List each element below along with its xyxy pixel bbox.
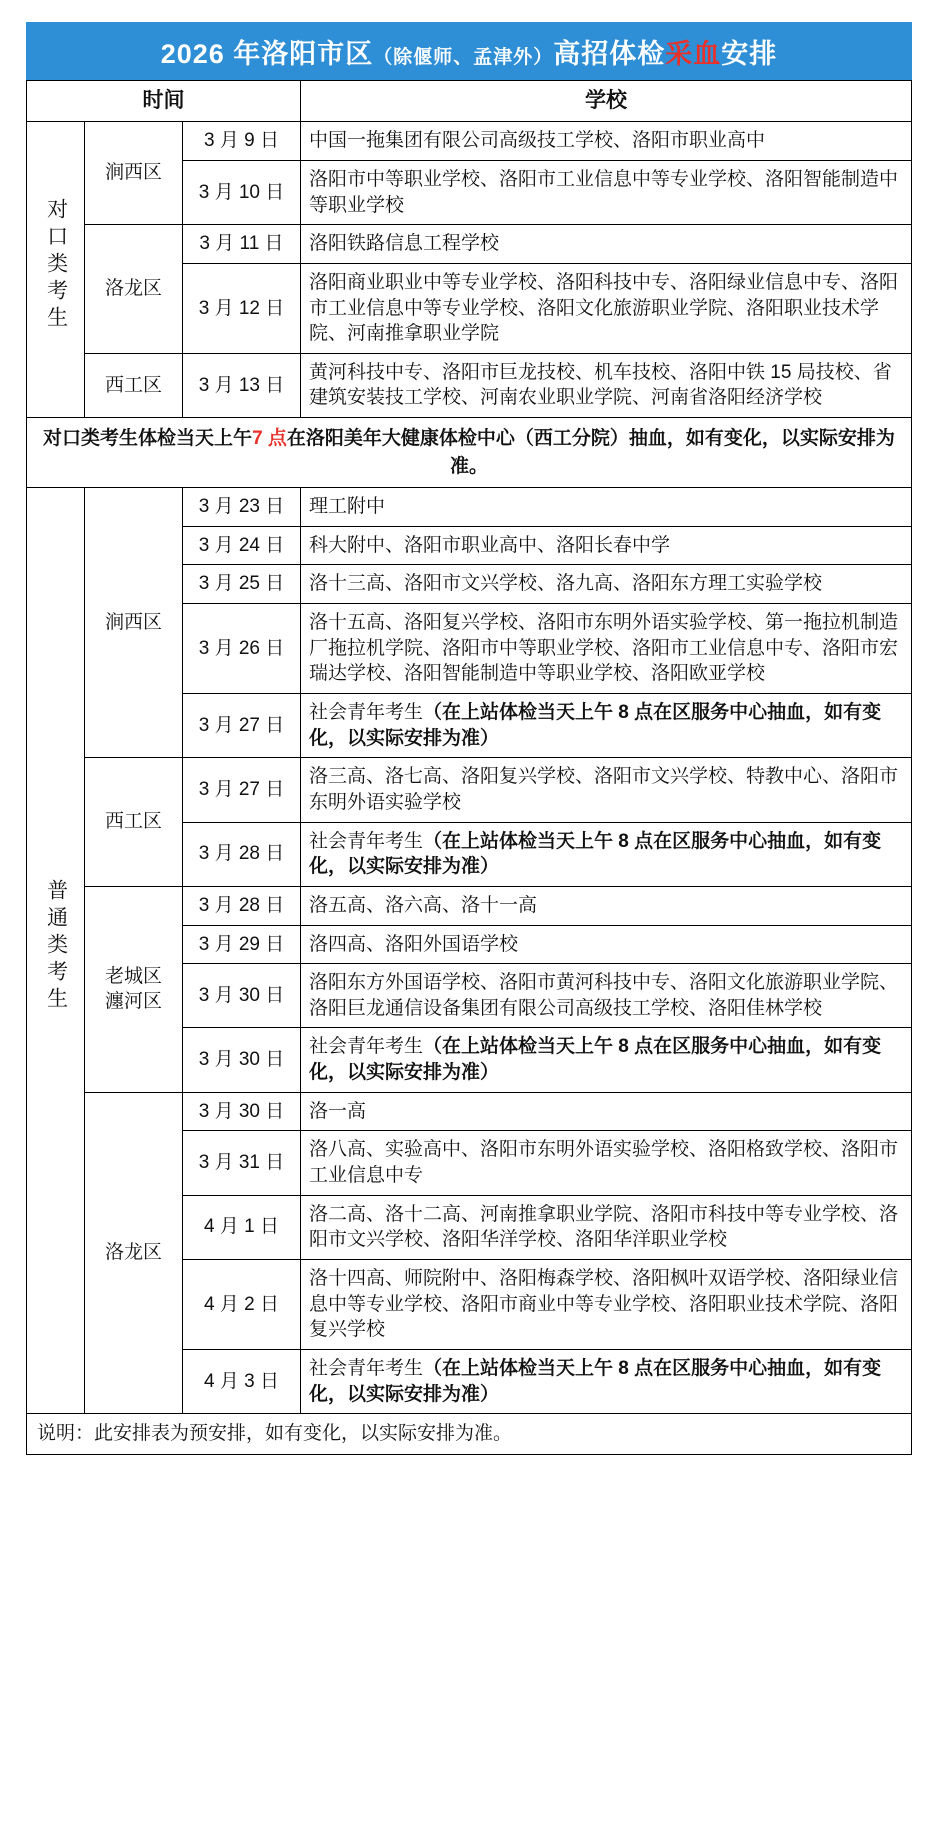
school-cell: 中国一拖集团有限公司高级技工学校、洛阳市职业高中 xyxy=(301,122,912,161)
duikou-note-post: 在洛阳美年大健康体检中心（西工分院）抽血，如有变化，以实际安排为准。 xyxy=(286,428,895,477)
date-cell: 3 月 23 日 xyxy=(183,488,301,527)
district-cell xyxy=(85,886,183,1092)
date-cell: 3 月 11 日 xyxy=(183,225,301,264)
date-cell: 3 月 10 日 xyxy=(183,160,301,224)
date-cell: 4 月 2 日 xyxy=(183,1259,301,1349)
school-cell: 洛十五高、洛阳复兴学校、洛阳市东明外语实验学校、第一拖拉机制造厂拖拉机学院、洛阳市中等职业学校、洛阳市工业信息中专、洛阳市宏瑞达学校、洛阳智能制造中等职业学校、洛阳欧亚学校 xyxy=(301,604,912,694)
date-cell: 3 月 27 日 xyxy=(183,758,301,822)
date-cell: 3 月 30 日 xyxy=(183,964,301,1028)
date-cell: 3 月 26 日 xyxy=(183,604,301,694)
duikou-note-pre: 对口类考生体检当天上午 xyxy=(43,428,253,450)
school-cell: 洛五高、洛六高、洛十一高 xyxy=(301,886,912,925)
title-paren: （除偃师、孟津外） xyxy=(373,46,554,68)
district-cell: 洛龙区 xyxy=(85,225,183,354)
school-text: 社会青年考生 xyxy=(309,702,424,724)
school-cell: 理工附中 xyxy=(301,488,912,527)
date-cell: 3 月 28 日 xyxy=(183,886,301,925)
date-cell: 3 月 29 日 xyxy=(183,925,301,964)
school-cell: 洛阳铁路信息工程学校 xyxy=(301,225,912,264)
table-row xyxy=(27,758,912,822)
district-cell: 西工区 xyxy=(85,353,183,417)
school-cell: 洛阳商业职业中等专业学校、洛阳科技中专、洛阳绿业信息中专、洛阳市工业信息中等专业学校、洛阳文化旅游职业学院、洛阳职业技术学院、河南推拿职业学院 xyxy=(301,263,912,353)
title-suffix: 安排 xyxy=(721,38,778,69)
date-cell: 3 月 31 日 xyxy=(183,1131,301,1195)
district-line-2: 瀍河区 xyxy=(104,991,162,1013)
school-note: （在上站体检当天上午 8 点在区服务中心抽血，如有变化，以实际安排为准） xyxy=(309,702,882,749)
school-cell: 洛十四高、师院附中、洛阳梅森学校、洛阳枫叶双语学校、洛阳绿业信息中等专业学校、洛阳市商业中等专业学校、洛阳职业技术学院、洛阳复兴学校 xyxy=(301,1259,912,1349)
header-school: 学校 xyxy=(301,81,912,122)
school-text: 社会青年考生 xyxy=(309,1357,424,1379)
date-cell: 3 月 27 日 xyxy=(183,694,301,758)
date-cell: 4 月 1 日 xyxy=(183,1195,301,1259)
header-time: 时间 xyxy=(27,81,301,122)
page-title xyxy=(161,32,778,71)
title-mid: 高招体检 xyxy=(553,38,666,69)
school-cell xyxy=(301,822,912,886)
table-row xyxy=(27,225,912,264)
school-note: （在上站体检当天上午 8 点在区服务中心抽血，如有变化，以实际安排为准） xyxy=(309,1357,882,1405)
school-text: 社会青年考生 xyxy=(309,1036,424,1058)
school-note: （在上站体检当天上午 8 点在区服务中心抽血，如有变化，以实际安排为准） xyxy=(309,830,882,878)
district-cell: 西工区 xyxy=(85,758,183,887)
table-row xyxy=(27,122,912,161)
duikou-note-highlight: 7 点 xyxy=(252,428,287,450)
date-cell: 3 月 9 日 xyxy=(183,122,301,161)
school-cell: 洛十三高、洛阳市文兴学校、洛九高、洛阳东方理工实验学校 xyxy=(301,565,912,604)
date-cell: 4 月 3 日 xyxy=(183,1349,301,1413)
school-cell: 洛三高、洛七高、洛阳复兴学校、洛阳市文兴学校、特教中心、洛阳市东明外语实验学校 xyxy=(301,758,912,822)
school-cell: 洛八高、实验高中、洛阳市东明外语实验学校、洛阳格致学校、洛阳市工业信息中专 xyxy=(301,1131,912,1195)
school-cell: 洛二高、洛十二高、河南推拿职业学院、洛阳市科技中等专业学校、洛阳市文兴学校、洛阳华洋学校、洛阳华洋职业学校 xyxy=(301,1195,912,1259)
date-cell: 3 月 28 日 xyxy=(183,822,301,886)
table-row xyxy=(27,488,912,527)
school-cell: 洛一高 xyxy=(301,1092,912,1131)
table-row xyxy=(27,886,912,925)
school-cell: 科大附中、洛阳市职业高中、洛阳长春中学 xyxy=(301,526,912,565)
date-cell: 3 月 25 日 xyxy=(183,565,301,604)
date-cell: 3 月 12 日 xyxy=(183,263,301,353)
category-putong xyxy=(27,488,85,1414)
school-cell xyxy=(301,1028,912,1092)
document-title-bar xyxy=(26,22,912,80)
date-cell: 3 月 30 日 xyxy=(183,1092,301,1131)
footer-note: 说明：此安排表为预安排，如有变化，以实际安排为准。 xyxy=(27,1414,912,1455)
category-duikou xyxy=(27,122,85,418)
table-row xyxy=(27,1092,912,1131)
school-cell: 洛四高、洛阳外国语学校 xyxy=(301,925,912,964)
table-row xyxy=(27,353,912,417)
school-cell xyxy=(301,1349,912,1413)
title-prefix: 2026 年洛阳市区 xyxy=(160,38,374,69)
school-text: 社会青年考生 xyxy=(309,830,424,852)
duikou-note xyxy=(27,418,912,488)
school-note: （在上站体检当天上午 8 点在区服务中心抽血，如有变化，以实际安排为准） xyxy=(309,1036,882,1084)
district-line-1: 老城区 xyxy=(104,965,162,987)
school-cell: 黄河科技中专、洛阳市巨龙技校、机车技校、洛阳中铁 15 局技校、省建筑安装技工学校、河南农业职业学院、河南省洛阳经济学校 xyxy=(301,353,912,417)
date-cell: 3 月 24 日 xyxy=(183,526,301,565)
district-cell: 洛龙区 xyxy=(85,1092,183,1413)
category-duikou-label: 对口类考生 xyxy=(44,198,68,334)
district-cell: 涧西区 xyxy=(85,122,183,225)
duikou-note-row xyxy=(27,418,912,488)
table-header-row xyxy=(27,81,912,122)
school-cell: 洛阳市中等职业学校、洛阳市工业信息中等专业学校、洛阳智能制造中等职业学校 xyxy=(301,160,912,224)
schedule-table xyxy=(26,80,912,1455)
category-putong-label: 普通类考生 xyxy=(44,879,68,1015)
school-cell: 洛阳东方外国语学校、洛阳市黄河科技中专、洛阳文化旅游职业学院、洛阳巨龙通信设备集团有限公司高级技工学校、洛阳佳林学校 xyxy=(301,964,912,1028)
school-cell xyxy=(301,694,912,758)
title-highlight: 采血 xyxy=(665,38,722,69)
date-cell: 3 月 13 日 xyxy=(183,353,301,417)
footer-row xyxy=(27,1414,912,1455)
district-cell: 涧西区 xyxy=(85,488,183,758)
date-cell: 3 月 30 日 xyxy=(183,1028,301,1092)
